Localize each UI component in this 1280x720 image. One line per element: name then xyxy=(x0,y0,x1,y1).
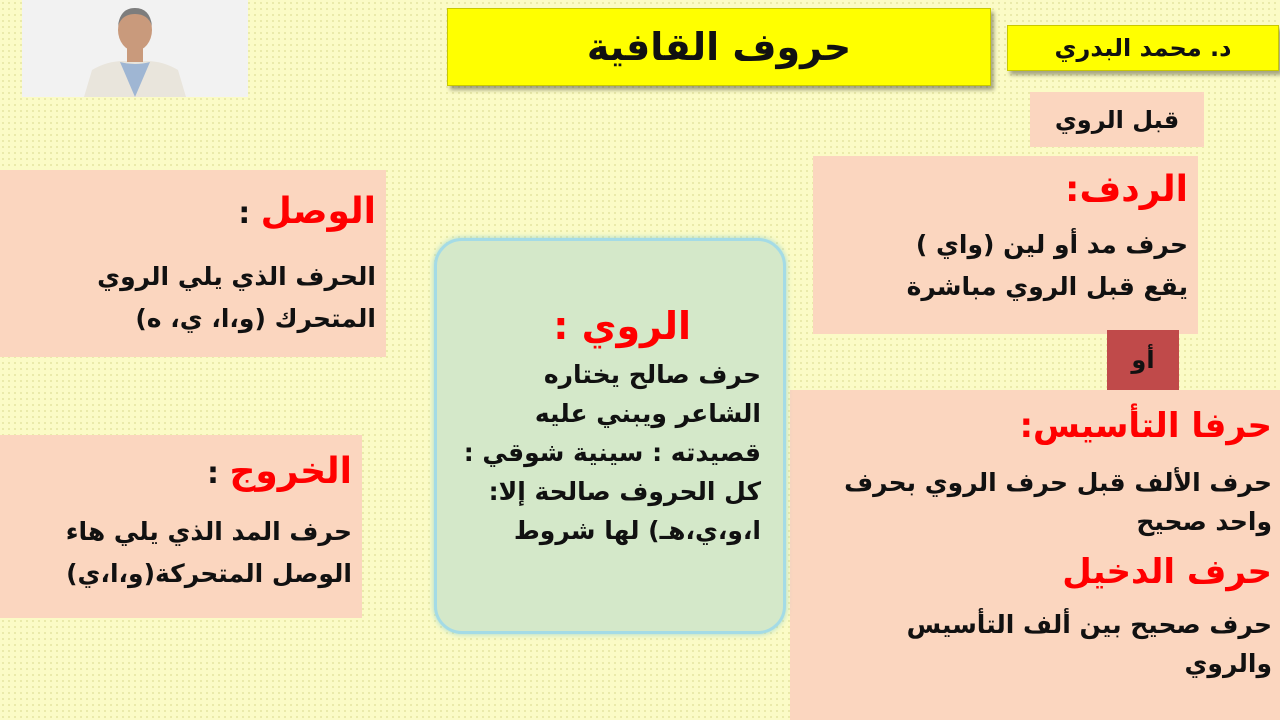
khuruj-line: الوصل المتحركة(و،ا،ي) xyxy=(66,559,352,588)
wasl-heading: الوصل xyxy=(260,191,376,232)
khuruj-colon: : xyxy=(207,456,230,491)
page-title: حروف القافية xyxy=(586,25,852,69)
wasl-box xyxy=(0,170,386,357)
rawi-line: حرف صالح يختاره xyxy=(543,360,761,389)
ridf-context-label xyxy=(1030,92,1204,147)
ridf-box xyxy=(813,156,1198,334)
rawi-heading: الروي : xyxy=(553,304,691,348)
wasl-line: المتحرك (و،ا، ي، ه) xyxy=(135,304,376,333)
wasl-colon: : xyxy=(238,196,261,231)
ridf-line: يقع قبل الروي مباشرة xyxy=(906,272,1188,301)
rawi-line: ا،و،ي،هـ) لها شروط xyxy=(513,516,761,545)
rawi-line: الشاعر ويبني عليه xyxy=(534,399,761,428)
presenter-photo xyxy=(22,0,248,97)
khuruj-heading-row xyxy=(10,435,352,511)
ridf-line: حرف مد أو لين (واي ) xyxy=(915,230,1188,259)
rawi-box xyxy=(434,238,786,634)
or-connector xyxy=(1107,330,1179,390)
ridf-heading: الردف: xyxy=(1065,169,1188,210)
khuruj-box xyxy=(0,435,362,618)
tasis-line: حرف الألف قبل حرف الروي بحرف xyxy=(844,468,1272,497)
ridf-context-text: قبل الروي xyxy=(1054,105,1180,134)
title-banner xyxy=(447,8,991,86)
dakhil-heading: حرف الدخيل xyxy=(1062,552,1272,592)
dakhil-line: حرف صحيح بين ألف التأسيس xyxy=(906,610,1272,639)
author-banner xyxy=(1007,25,1279,71)
or-label: أو xyxy=(1131,346,1155,374)
tasis-box xyxy=(790,390,1280,720)
tasis-heading: حرفا التأسيس: xyxy=(1019,406,1272,446)
rawi-line: كل الحروف صالحة إلا: xyxy=(488,477,761,506)
khuruj-line: حرف المد الذي يلي هاء xyxy=(65,517,352,546)
dakhil-line: والروي xyxy=(1184,649,1272,678)
wasl-line: الحرف الذي يلي الروي xyxy=(97,262,376,291)
khuruj-heading: الخروج xyxy=(229,451,352,492)
rawi-line: قصيدته : سينية شوقي : xyxy=(463,438,761,467)
tasis-line: واحد صحيح xyxy=(1136,507,1272,536)
wasl-heading-row xyxy=(10,170,376,256)
author-name: د. محمد البدري xyxy=(1054,34,1232,62)
